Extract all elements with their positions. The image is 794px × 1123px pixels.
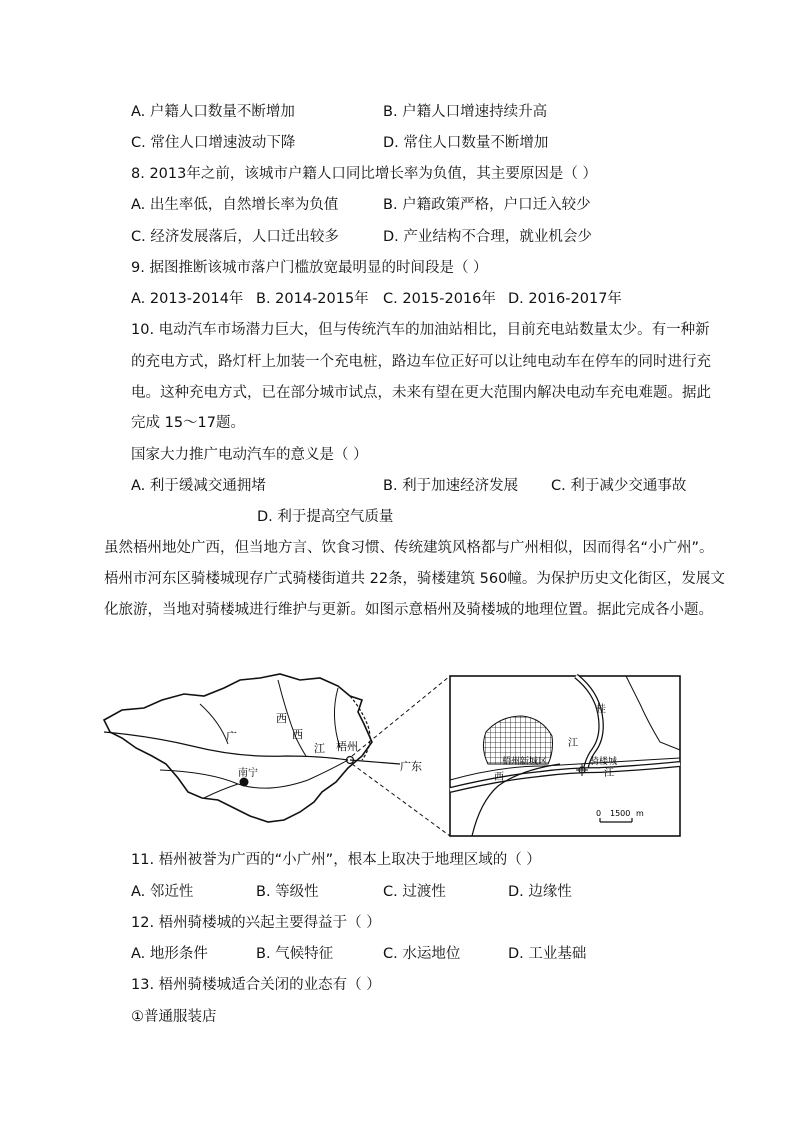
river-line — [334, 688, 340, 748]
option-c: C. 2015-2016年 — [383, 291, 496, 307]
question-10-subquestion: 国家大力推广电动汽车的意义是（ ） — [131, 447, 368, 463]
option-c: C. 常住人口增速波动下降 — [131, 135, 296, 151]
option-d: D. 2016-2017年 — [508, 291, 622, 307]
inset-label-new-district: 梧州新城区 — [502, 757, 548, 767]
question-10-line-2: 的充电方式，路灯杆上加装一个充电桩，路边车位正好可以让纯电动车在停车的同时进行充 — [131, 354, 711, 370]
scale-value: 1500 — [610, 809, 631, 818]
question-11-stem: 11. 梧州被誉为广西的“小广州”，根本上取决于地理区域的（ ） — [131, 852, 541, 868]
option-a: A. 出生率低，自然增长率为负值 — [131, 197, 339, 213]
option-b: B. 户籍政策严格，户口迁入较少 — [383, 197, 591, 213]
passage-line-3: 化旅游，当地对骑楼城进行维护与更新。如图示意梧州及骑楼城的地理位置。据此完成各小题。 — [104, 602, 713, 618]
option-c: C. 过渡性 — [383, 884, 446, 900]
passage-line-1: 虽然梧州地处广西，但当地方言、饮食习惯、传统建筑风格都与广州相似，因而得名“小广州”。 — [104, 540, 714, 556]
option-a: A. 利于缓减交通拥堵 — [131, 478, 266, 494]
inset-road — [626, 676, 680, 750]
river-line — [200, 704, 228, 744]
river-east-line — [350, 760, 400, 764]
list-item: ①普通服装店 — [131, 1009, 217, 1025]
option-a: A. 地形条件 — [131, 946, 208, 962]
inset-label-jiang: 江 — [604, 768, 614, 779]
option-b: B. 等级性 — [256, 884, 319, 900]
option-d: D. 常住人口数量不断增加 — [383, 135, 549, 151]
option-a: A. 邻近性 — [131, 884, 194, 900]
connector-line — [352, 676, 450, 756]
passage-line-2: 梧州市河东区骑楼城现存广式骑楼街道共 22条，骑楼建筑 560幢。为保护历史文化街区，发展文 — [104, 571, 725, 587]
map-label-river: 江 — [314, 742, 325, 755]
map-label-river: 西 — [276, 712, 287, 725]
inset-label-gui: 桂 — [596, 704, 606, 715]
inset-label-qilou: 骑楼城 — [590, 757, 618, 767]
map-label-guangdong: 广东 — [400, 760, 422, 773]
question-8-stem: 8. 2013年之前，该城市户籍人口同比增长率为负值，其主要原因是（ ） — [131, 166, 597, 182]
inset-label-jiang: 江 — [568, 738, 578, 749]
scale-zero: 0 — [596, 809, 602, 818]
inset-label-xi: 西 — [494, 772, 504, 783]
option-a: A. 户籍人口数量不断增加 — [131, 104, 295, 120]
question-12-stem: 12. 梧州骑楼城的兴起主要得益于（ ） — [131, 915, 381, 931]
option-b: B. 户籍人口增速持续升高 — [383, 104, 548, 120]
question-10-line-3: 电。这种充电方式，已在部分城市试点，未来有望在更大范围内解决电动车充电难题。据此 — [131, 385, 711, 401]
question-13-stem: 13. 梧州骑楼城适合关闭的业态有（ ） — [131, 977, 381, 993]
option-a: A. 2013-2014年 — [131, 291, 244, 307]
question-9-stem: 9. 据图推断该城市落户门槛放宽最明显的时间段是（ ） — [131, 260, 488, 276]
scale-unit: m — [636, 809, 644, 818]
map-label-guangxi: 广 — [226, 730, 237, 743]
question-10-line-4: 完成 15～17题。 — [131, 415, 246, 431]
option-d: D. 工业基础 — [508, 946, 587, 962]
map-label-wuzhou: 梧州 — [336, 740, 358, 753]
option-b: B. 气候特征 — [256, 946, 334, 962]
option-b: B. 2014-2015年 — [256, 291, 369, 307]
option-d: D. 产业结构不合理，就业机会少 — [383, 229, 592, 245]
option-d: D. 边缘性 — [508, 884, 572, 900]
map-label-nanning: 南宁 — [238, 768, 258, 779]
option-c: C. 经济发展落后，人口迁出较多 — [131, 229, 339, 245]
guangxi-outline — [104, 674, 372, 822]
connector-line — [352, 764, 450, 836]
option-b: B. 利于加速经济发展 — [383, 478, 519, 494]
question-10-line-1: 10. 电动汽车市场潜力巨大，但与传统汽车的加油站相比，目前充电站数量太少。有一种新 — [131, 322, 710, 338]
river-line — [204, 784, 238, 798]
map-label-guangxi: 西 — [292, 728, 303, 741]
map-figure — [100, 652, 690, 842]
option-d: D. 利于提高空气质量 — [257, 509, 394, 525]
inset-river-xi — [450, 764, 680, 790]
option-c: C. 利于减少交通事故 — [551, 478, 687, 494]
option-c: C. 水运地位 — [383, 946, 461, 962]
